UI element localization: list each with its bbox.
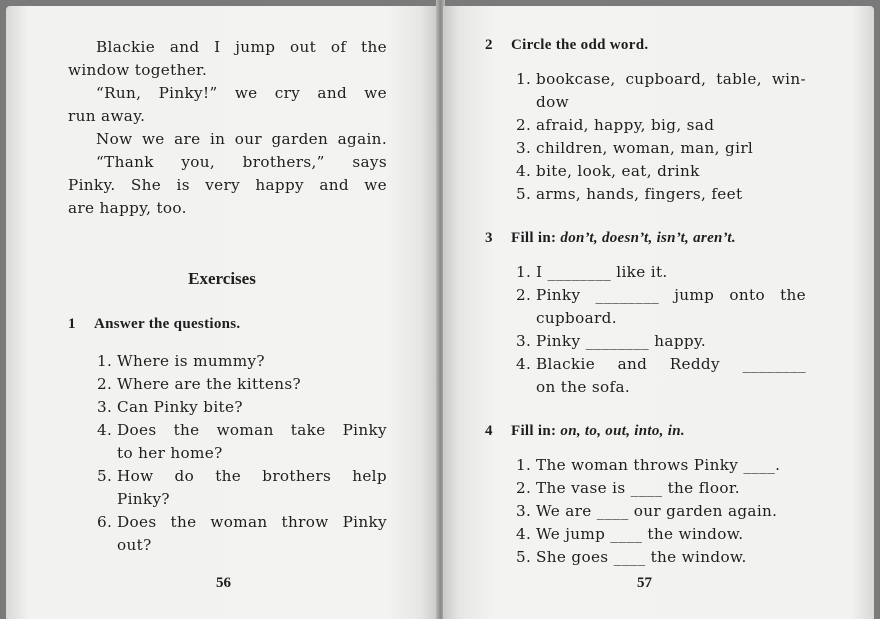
story-line: “Run, Pinky!” we cry and we: [96, 84, 387, 102]
item-number: 1.: [516, 456, 532, 474]
item-text: cupboard.: [536, 309, 617, 327]
list-item: [97, 511, 387, 534]
task-words: on, to, out, into, in.: [560, 423, 685, 439]
list-item: [516, 137, 753, 160]
item-number: 3.: [516, 332, 532, 350]
item-number: 4.: [516, 525, 532, 543]
item-number: 1.: [516, 263, 532, 281]
item-text: Where are the kittens?: [117, 375, 301, 393]
task-number: 3: [485, 230, 493, 246]
task-title: Fill in:: [511, 230, 557, 246]
list-item: [516, 68, 806, 91]
item-text: Pinky?: [117, 490, 170, 508]
item-number: 3.: [97, 398, 113, 416]
task-3-instruction: [485, 230, 736, 247]
story-line: run away.: [68, 107, 146, 125]
task-1-instruction: [68, 316, 240, 333]
item-text: out?: [117, 536, 152, 554]
item-text: on the sofa.: [536, 378, 631, 396]
list-item: [516, 261, 668, 284]
story-line: Blackie and I jump out of the: [96, 38, 387, 56]
item-number: 2.: [516, 286, 532, 304]
list-item: [117, 442, 223, 465]
item-text: We jump ____ the window.: [536, 525, 744, 543]
item-text: children, woman, man, girl: [536, 139, 754, 157]
item-number: 2.: [97, 375, 113, 393]
task-2-instruction: [485, 37, 648, 54]
item-text: to her home?: [117, 444, 223, 462]
item-text: arms, hands, fingers, feet: [536, 185, 743, 203]
list-item: [516, 523, 743, 546]
item-text: Does the woman throw Pinky: [117, 513, 387, 531]
item-text: bookcase, cupboard, table, win-: [536, 70, 806, 88]
page-number: 56: [216, 575, 231, 591]
task-title: Answer the questions.: [94, 316, 241, 332]
story-line: Pinky. She is very happy and we: [68, 176, 387, 194]
item-text: Blackie and Reddy ________: [536, 355, 806, 373]
item-number: 5.: [97, 467, 113, 485]
item-text: The woman throws Pinky ____.: [536, 456, 781, 474]
left-page: [6, 6, 438, 619]
item-number: 3.: [516, 502, 532, 520]
item-number: 2.: [516, 116, 532, 134]
item-text: The vase is ____ the floor.: [536, 479, 740, 497]
list-item: [97, 419, 387, 442]
item-text: Where is mummy?: [117, 352, 265, 370]
story-line: are happy, too.: [68, 199, 187, 217]
task-number: 2: [485, 37, 493, 53]
task-4-instruction: [485, 423, 685, 440]
list-item: [516, 330, 706, 353]
page-number: 57: [637, 575, 652, 591]
task-number: 4: [485, 423, 493, 439]
item-number: 6.: [97, 513, 113, 531]
list-item: [536, 91, 569, 114]
item-number: 1.: [516, 70, 532, 88]
item-text: She goes ____ the window.: [536, 548, 747, 566]
list-item: [97, 465, 387, 488]
list-item: [516, 454, 780, 477]
item-number: 4.: [97, 421, 113, 439]
item-number: 5.: [516, 185, 532, 203]
list-item: [516, 284, 806, 307]
story-line: Now we are in our garden again.: [96, 130, 387, 148]
item-text: Does the woman take Pinky: [117, 421, 387, 439]
item-number: 1.: [97, 352, 113, 370]
item-text: We are ____ our garden again.: [536, 502, 778, 520]
list-item: [516, 114, 714, 137]
list-item: [117, 488, 170, 511]
list-item: [516, 183, 742, 206]
list-item: [516, 160, 700, 183]
item-text: Pinky ________ happy.: [536, 332, 707, 350]
list-item: [516, 353, 806, 376]
item-text: afraid, happy, big, sad: [536, 116, 715, 134]
item-text: Can Pinky bite?: [117, 398, 243, 416]
item-text: I ________ like it.: [536, 263, 668, 281]
story-line: “Thank you, brothers,” says: [96, 153, 387, 171]
item-text: Pinky ________ jump onto the: [536, 286, 806, 304]
list-item: [516, 477, 740, 500]
task-title: Circle the odd word.: [511, 37, 649, 53]
list-item: [516, 500, 777, 523]
list-item: [536, 376, 630, 399]
list-item: [536, 307, 617, 330]
story-line: window together.: [68, 61, 208, 79]
task-number: 1: [68, 316, 76, 332]
item-number: 3.: [516, 139, 532, 157]
list-item: [97, 373, 301, 396]
right-page: [443, 6, 874, 619]
task-words: don’t, doesn’t, isn’t, aren’t.: [560, 230, 736, 246]
item-text: How do the brothers help: [117, 467, 387, 485]
list-item: [97, 396, 243, 419]
exercises-heading: Exercises: [188, 269, 256, 288]
task-title: Fill in:: [511, 423, 557, 439]
item-number: 2.: [516, 479, 532, 497]
item-text: dow: [536, 93, 569, 111]
item-number: 4.: [516, 355, 532, 373]
item-number: 4.: [516, 162, 532, 180]
item-number: 5.: [516, 548, 532, 566]
list-item: [516, 546, 747, 569]
list-item: [97, 350, 265, 373]
item-text: bite, look, eat, drink: [536, 162, 700, 180]
list-item: [117, 534, 152, 557]
